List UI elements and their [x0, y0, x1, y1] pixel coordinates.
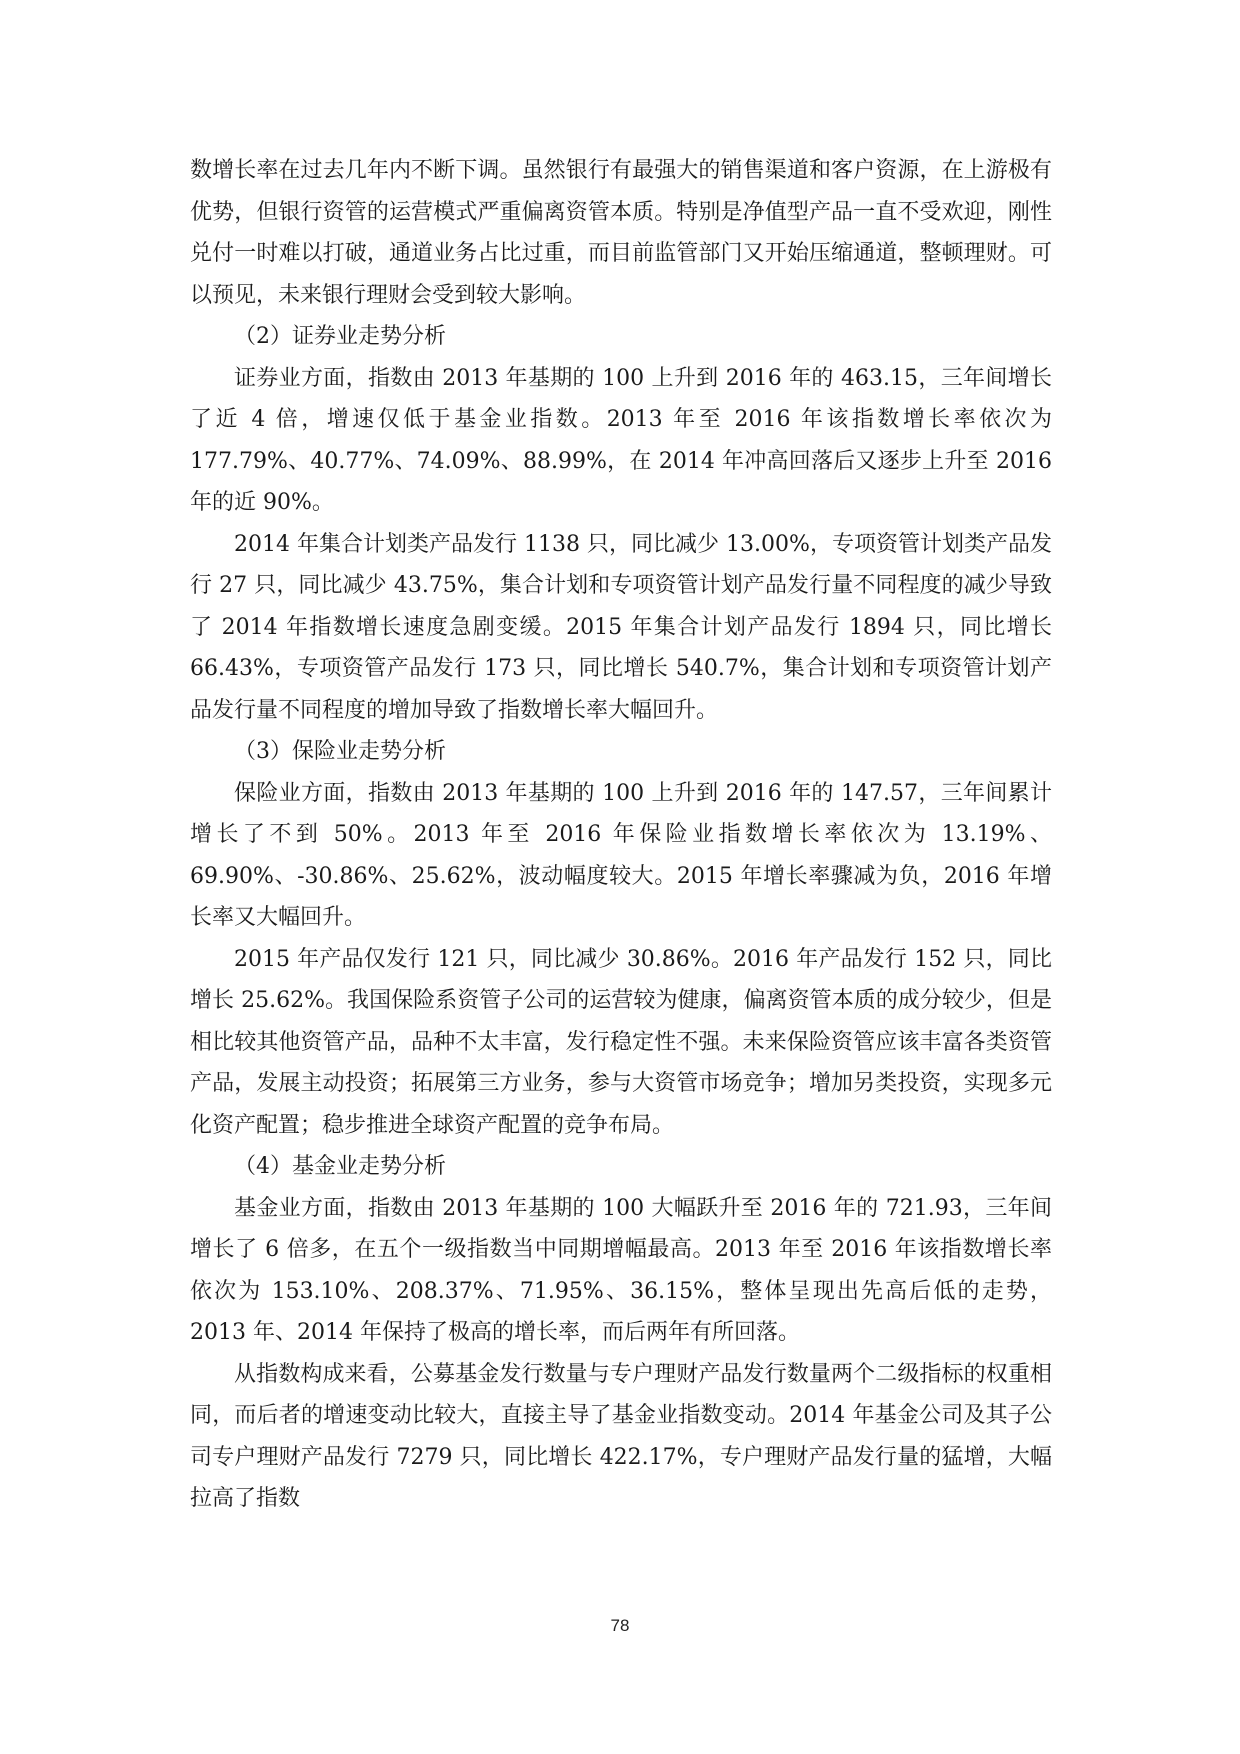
page-number: 78: [610, 1616, 630, 1635]
paragraph: 从指数构成来看，公募基金发行数量与专户理财产品发行数量两个二级指标的权重相同，而后者的增速变动比较大，直接主导了基金业指数变动。2014 年基金公司及其子公司专户理财产品发行 7279 只，同比增长 422.17%，专户理财产品发行量的猛增，大幅拉高了指数: [190, 1361, 1052, 1511]
section-heading-securities: （2）证券业走势分析: [234, 324, 446, 349]
document-body: [190, 150, 1052, 1520]
paragraph: 保险业方面，指数由 2013 年基期的 100 上升到 2016 年的 147.57，三年间累计增长了不到 50%。2013 年至 2016 年保险业指数增长率依次为 13.19%、69.90%、-30.86%、25.62%，波动幅度较大。2015 年增长率骤减为负，2016 年增长率又大幅回升。: [190, 780, 1052, 930]
paragraph: 2015 年产品仅发行 121 只，同比减少 30.86%。2016 年产品发行 152 只，同比增长 25.62%。我国保险系资管子公司的运营较为健康，偏离资管本质的成分较少，但是相比较其他资管产品，品种不太丰富，发行稳定性不强。未来保险资管应该丰富各类资管产品，发展主动投资；拓展第三方业务，参与大资管市场竞争；增加另类投资，实现多元化资产配置；稳步推进全球资产配置的竞争布局。: [190, 946, 1052, 1138]
paragraph: 2014 年集合计划类产品发行 1138 只，同比减少 13.00%，专项资管计划类产品发行 27 只，同比减少 43.75%，集合计划和专项资管计划产品发行量不同程度的减少导致了 2014 年指数增长速度急剧变缓。2015 年集合计划产品发行 1894 只，同比增长 66.43%，专项资管产品发行 173 只，同比增长 540.7%，集合计划和专项资管计划产品发行量不同程度的增加导致了指数增长率大幅回升。: [190, 531, 1052, 723]
section-heading-fund: （4）基金业走势分析: [234, 1154, 446, 1179]
paragraph-continuation: 数增长率在过去几年内不断下调。虽然银行有最强大的销售渠道和客户资源，在上游极有优势，但银行资管的运营模式严重偏离资管本质。特别是净值型产品一直不受欢迎，刚性兑付一时难以打破，通道业务占比过重，而目前监管部门又开始压缩通道，整顿理财。可以预见，未来银行理财会受到较大影响。: [190, 158, 1052, 308]
section-heading-insurance: （3）保险业走势分析: [234, 739, 446, 764]
paragraph: 证券业方面，指数由 2013 年基期的 100 上升到 2016 年的 463.15，三年间增长了近 4 倍，增速仅低于基金业指数。2013 年至 2016 年该指数增长率依次为 177.79%、40.77%、74.09%、88.99%，在 2014 年冲高回落后又逐步上升至 2016 年的近 90%。: [190, 365, 1052, 515]
paragraph: 基金业方面，指数由 2013 年基期的 100 大幅跃升至 2016 年的 721.93，三年间增长了 6 倍多，在五个一级指数当中同期增幅最高。2013 年至 2016 年该指数增长率依次为 153.10%、208.37%、71.95%、36.15%，整体呈现出先高后低的走势，2013 年、2014 年保持了极高的增长率，而后两年有所回落。: [190, 1195, 1052, 1345]
